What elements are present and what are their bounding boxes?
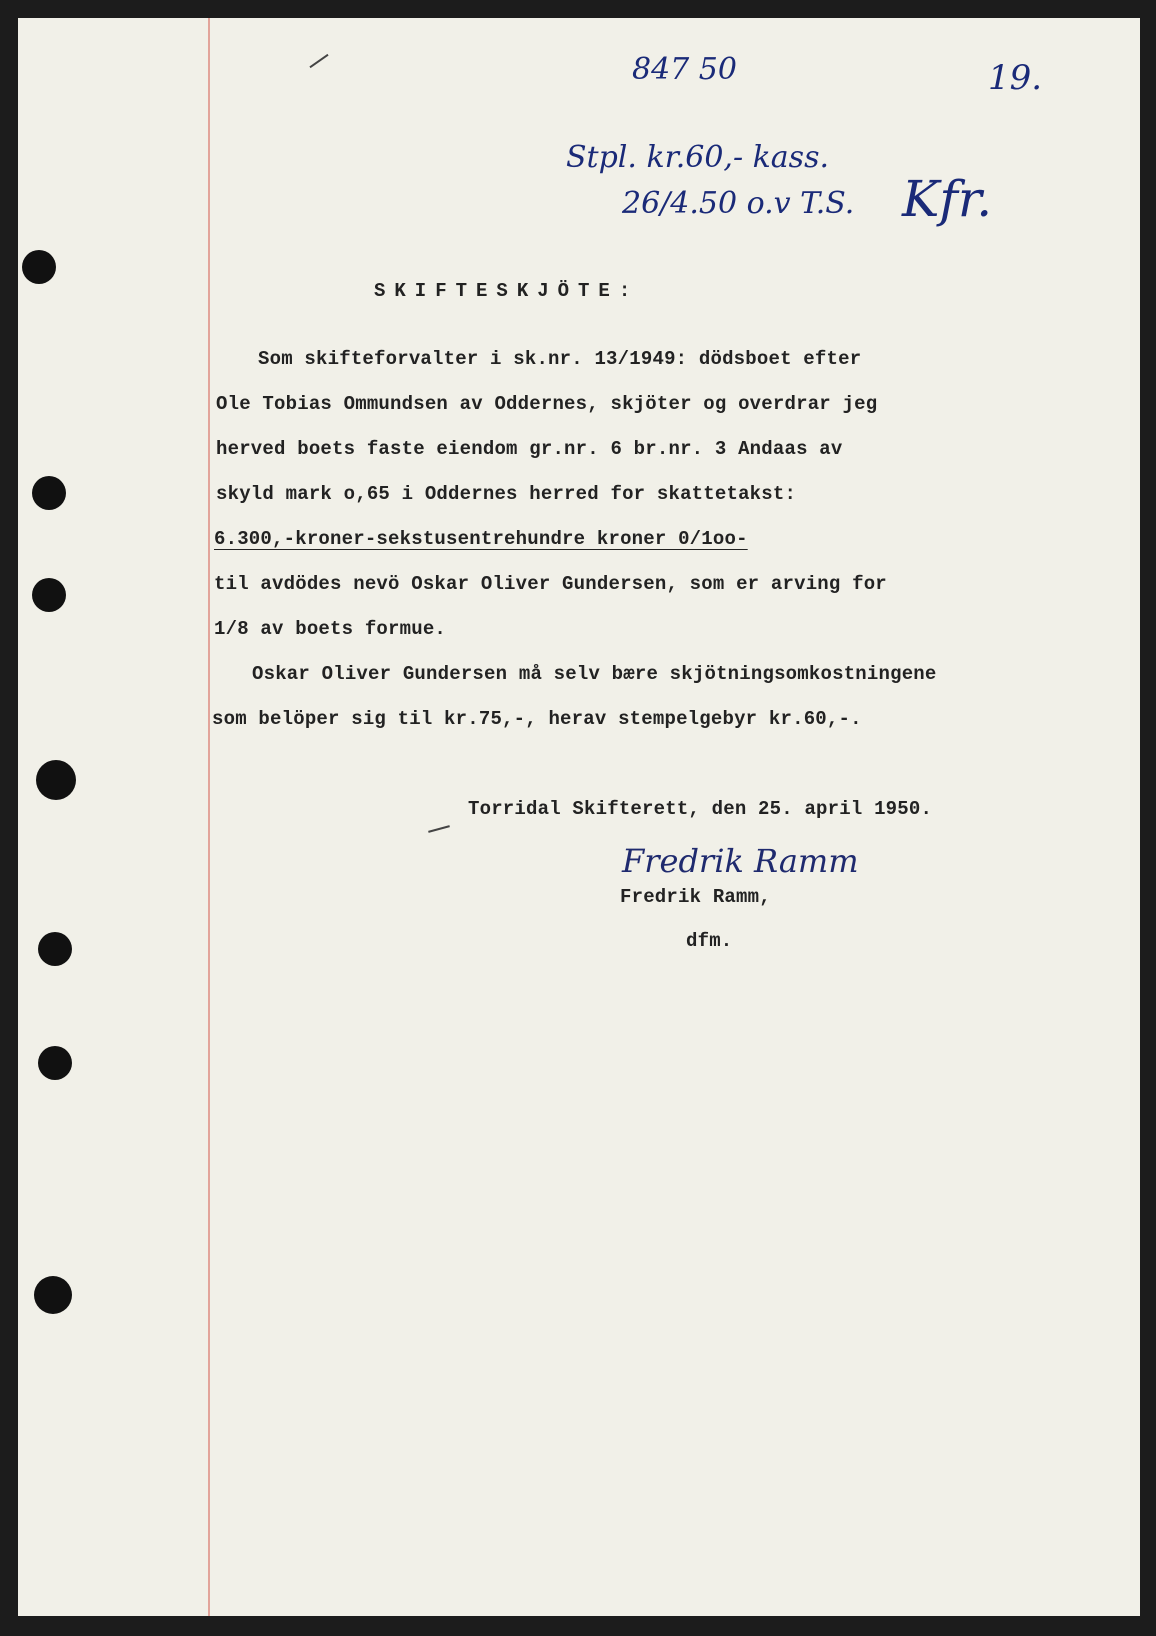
punch-hole [32,476,66,510]
place-and-date: Torridal Skifterett, den 25. april 1950. [468,798,933,820]
punch-hole [22,250,56,284]
punch-hole [32,578,66,612]
paragraph1-line4: skyld mark o,65 i Oddernes herred for skattetakst: [216,483,797,505]
paragraph1-line1: Som skifteforvalter i sk.nr. 13/1949: dödsboet efter [258,348,862,370]
pencil-mark [309,54,328,68]
paragraph1-line7: 1/8 av boets formue. [214,618,447,640]
paragraph1-line6: til avdödes nevö Oskar Oliver Gundersen, som er arving for [214,573,887,595]
initials: Kfr. [902,170,993,228]
document-heading: SKIFTESKJÖTE: [374,280,640,302]
signatory-title: dfm. [686,930,733,952]
punch-hole [36,760,76,800]
punch-hole [34,1276,72,1314]
handwritten-signature: Fredrik Ramm [622,842,859,880]
stamp-note-line2: 26/4.50 o.v T.S. [622,186,855,221]
margin-line [208,18,210,1616]
document-page [18,18,1140,1616]
pencil-mark [428,825,450,833]
punch-hole [38,1046,72,1080]
paragraph2-line2: som belöper sig til kr.75,-, herav stempelgebyr kr.60,-. [212,708,862,730]
punch-hole [38,932,72,966]
signatory-name: Fredrik Ramm, [620,886,771,908]
stamp-note-line1: Stpl. kr.60,- kass. [566,140,830,175]
paragraph2-line1: Oskar Oliver Gundersen må selv bære skjötningsomkostningene [252,663,937,685]
paragraph1-line3: herved boets faste eiendom gr.nr. 6 br.nr. 3 Andaas av [216,438,843,460]
paragraph1-line5-amount: 6.300,-kroner-sekstusentrehundre kroner 0/1oo- [214,528,748,550]
reference-number: 847 50 [632,52,737,87]
paragraph1-line2: Ole Tobias Ommundsen av Oddernes, skjöter og overdrar jeg [216,393,878,415]
page-number: 19. [988,58,1043,98]
